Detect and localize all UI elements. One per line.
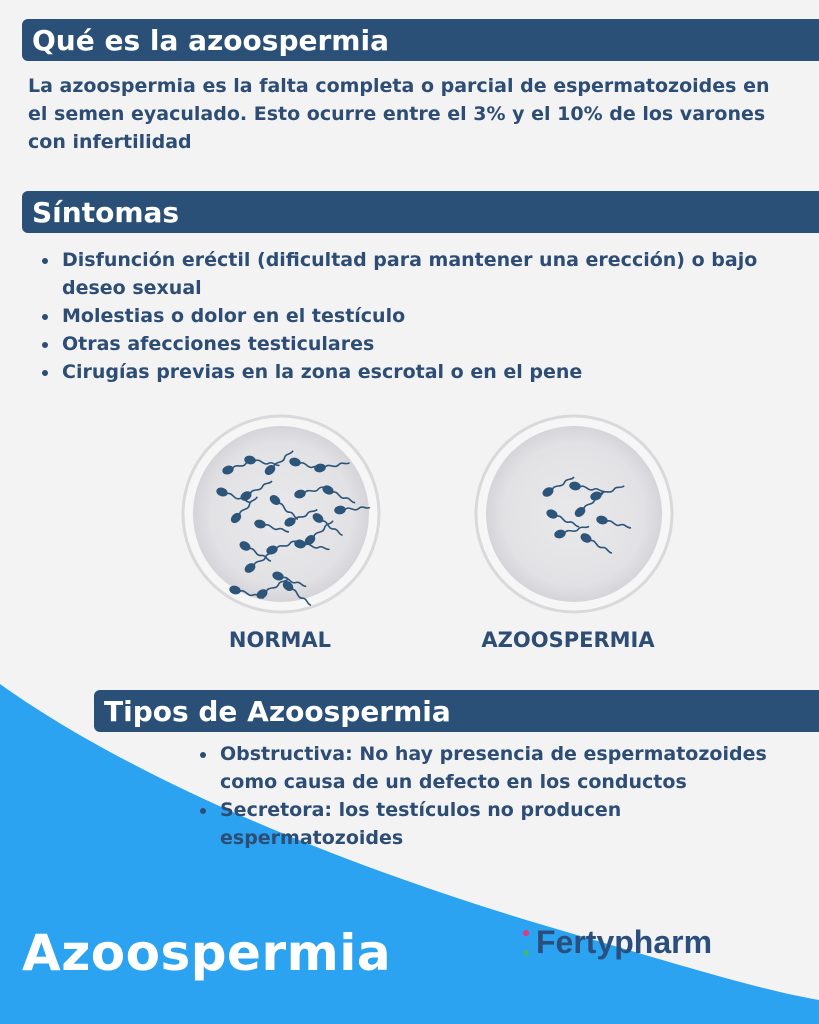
section-heading-symptoms-text: Síntomas: [32, 195, 180, 229]
list-item: Cirugías previas en la zona escrotal o en el pene: [40, 358, 800, 386]
petri-dish-illustration: [150, 400, 710, 630]
list-item: Obstructiva: No hay presencia de espermatozoides como causa de un defecto en los conductos: [198, 740, 808, 796]
section-heading-what-is: [22, 19, 819, 61]
section-heading-symptoms: [22, 191, 819, 233]
section-heading-what-is-text: Qué es la azoospermia: [32, 23, 389, 57]
logo-text: Fertypharm: [536, 924, 713, 960]
definition-paragraph: La azoospermia es la falta completa o parcial de espermatozoides en el semen eyaculado. Esto ocurre entre el 3% y el 10% de los varones con infertilidad: [28, 75, 770, 153]
normal-dish-icon: [183, 416, 379, 612]
azoospermia-label: AZOOSPERMIA: [481, 628, 655, 652]
list-item: Secretora: los testículos no producen espermatozoides: [198, 796, 808, 852]
azoospermia-dish-icon: [476, 416, 672, 612]
list-item: Otras afecciones testiculares: [40, 330, 800, 358]
footer-title: Azoospermia: [22, 924, 392, 982]
types-list: [198, 740, 808, 852]
section-heading-types: [94, 690, 819, 732]
list-item: Disfunción eréctil (dificultad para mantener una erección) o bajo deseo sexual: [40, 246, 800, 302]
list-item: Molestias o dolor en el testículo: [40, 302, 800, 330]
section-heading-types-text: Tipos de Azoospermia: [104, 694, 451, 728]
logo-dots-icon: [522, 928, 530, 958]
fertypharm-logo: [522, 924, 712, 961]
symptoms-list: [40, 246, 800, 386]
normal-label: NORMAL: [228, 628, 332, 652]
